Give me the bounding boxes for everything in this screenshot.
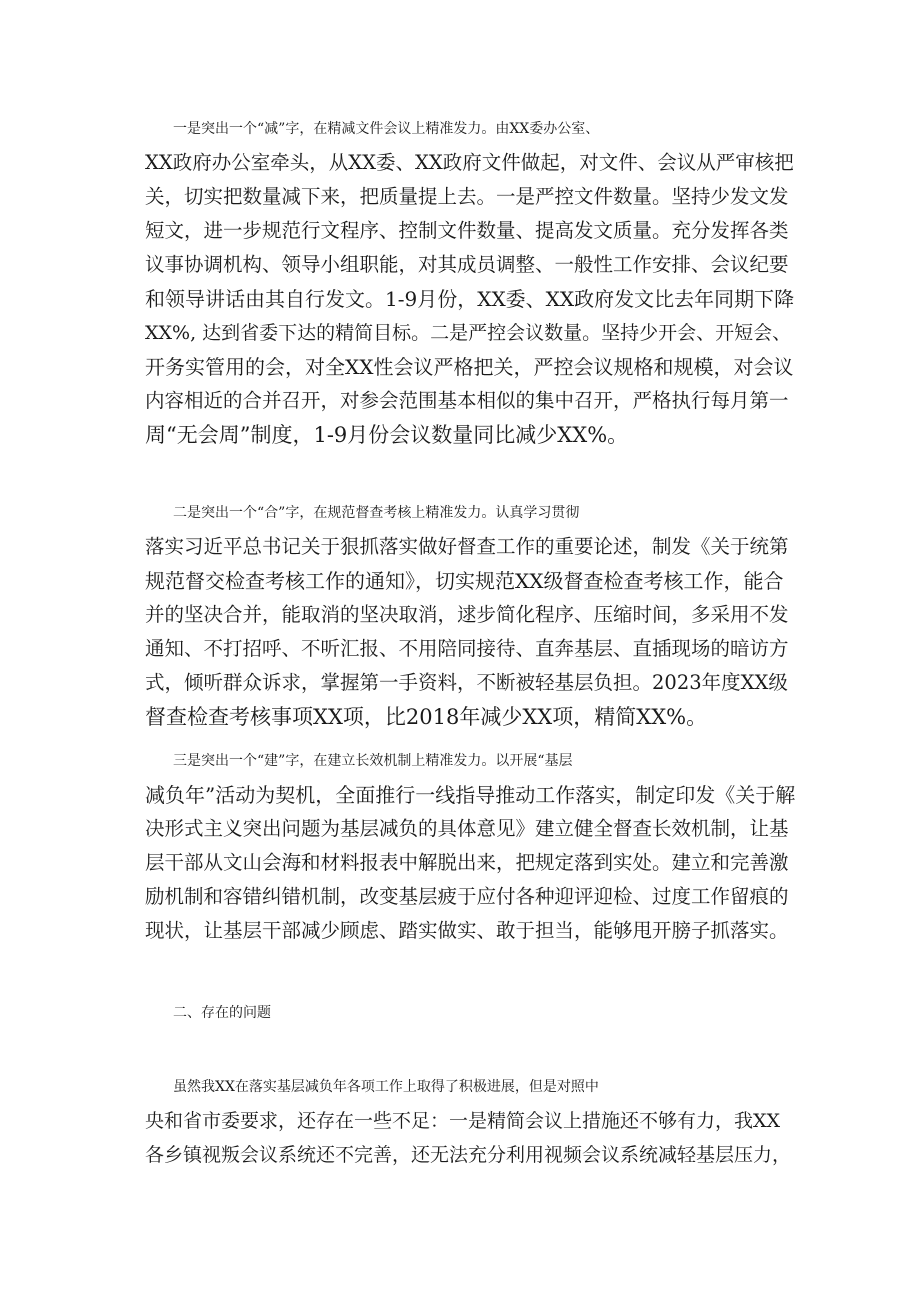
paragraph-line: 通知、不打招呼、不听汇报、不用陪同接待、直奔基层、直插现场的暗访方 — [145, 637, 789, 660]
paragraph-line: 规范督交检查考核工作的通知》，切实规范XX级督查检查考核工作，能合 — [145, 569, 784, 593]
paragraph-line: 虽然我XX在落实基层减负年各项工作上取得了积极进展，但是对照中 — [173, 1079, 599, 1095]
paragraph-line: 央和省市委要求，还存在一些不足：一是精简会议上措施还不够有力，我XX — [145, 1110, 781, 1132]
paragraph-build — [145, 744, 795, 948]
paragraph-line: 三是突出一个“建”字，在建立长效机制上精准发力。以开展“基层 — [173, 753, 573, 769]
paragraph-line: 和领导讲话由其自行发文。1-9月份，XX委、XX政府发文比去年同期下降 — [145, 287, 795, 311]
paragraph-reduce — [145, 112, 795, 452]
paragraph-line: 式，倾听群众诉求，掌握第一手资料，不断被轻基层负担。2023年度XX级 — [145, 671, 788, 694]
paragraph-line: 层干部从文山会海和材料报表中解脱出来，把规定落到实处。建立和完善激 — [145, 851, 789, 874]
paragraph-line: XX%, 达到省委下达的精简目标。二是严控会议数量。坚持少开会、开短会、 — [145, 322, 792, 344]
paragraph-line: 二是突出一个“合”字，在规范督查考核上精准发力。认真学习贯彻 — [173, 505, 580, 521]
paragraph-line: 决形式主义突出问题为基层减负的具体意见》建立健全督查长效机制，让基 — [145, 817, 789, 840]
paragraph-line: 议事协调机构、领导小组职能，对其成员调整、一般性工作安排、会议纪要 — [145, 253, 789, 276]
paragraph-line: 短文，进一步规范行文程序、控制文件数量、提高发文质量。充分发挥各类 — [145, 219, 789, 242]
paragraph-line: 减负年”活动为契机，全面推行一线指导推动工作落实，制定印发《关于解 — [145, 783, 796, 807]
paragraph-line: 各乡镇视叛会议系统还不完善，还无法充分利用视频会议系统减轻基层压力， — [145, 1144, 792, 1166]
paragraph-line: XX政府办公室牵头，从XX委、XX政府文件做起，对文件、会议从严审核把 — [145, 151, 794, 174]
paragraph-line: 落实习近平总书记关于狠抓落实做好督查工作的重要论述，制发《关于统第 — [145, 535, 789, 558]
paragraph-line: 周“无会周”制度，1-9月份会议数量同比减少XX%。 — [145, 423, 629, 447]
paragraph-problems — [145, 1070, 795, 1172]
paragraph-line: 现状，让基层干部减少顾虑、踏实做实、敢于担当，能够甩开膀子抓落实。 — [145, 919, 789, 942]
paragraph-line: 内容相近的合并召开，对参会范围基本相似的集中召开，严格执行每月第一 — [145, 389, 789, 412]
paragraph-line: 关，切实把数量减下来，把质量提上去。一是严控文件数量。坚持少发文发 — [145, 185, 789, 208]
paragraph-line: 并的坚决合并，能取消的坚决取消，逑步简化程序、压缩时间，多采用不发 — [145, 603, 789, 626]
paragraph-line: 督查检查考核事项XX项，比2018年减少XX项，精简XX%。 — [145, 705, 708, 729]
paragraph-combine — [145, 496, 795, 734]
section-heading-text: 二、存在的问题 — [173, 1005, 271, 1021]
paragraph-line: 开务实管用的会，对全XX性会议严格把关，严控会议规格和规模，对会议 — [145, 355, 794, 379]
paragraph-line: 一是突出一个“减”字，在精减文件会议上精准发力。由XX委办公室、 — [173, 121, 600, 137]
paragraph-line: 励机制和容错纠错机制，改变基层疲于应付各种迎评迎检、过度工作留痕的 — [145, 885, 789, 908]
section-heading — [145, 996, 795, 1030]
